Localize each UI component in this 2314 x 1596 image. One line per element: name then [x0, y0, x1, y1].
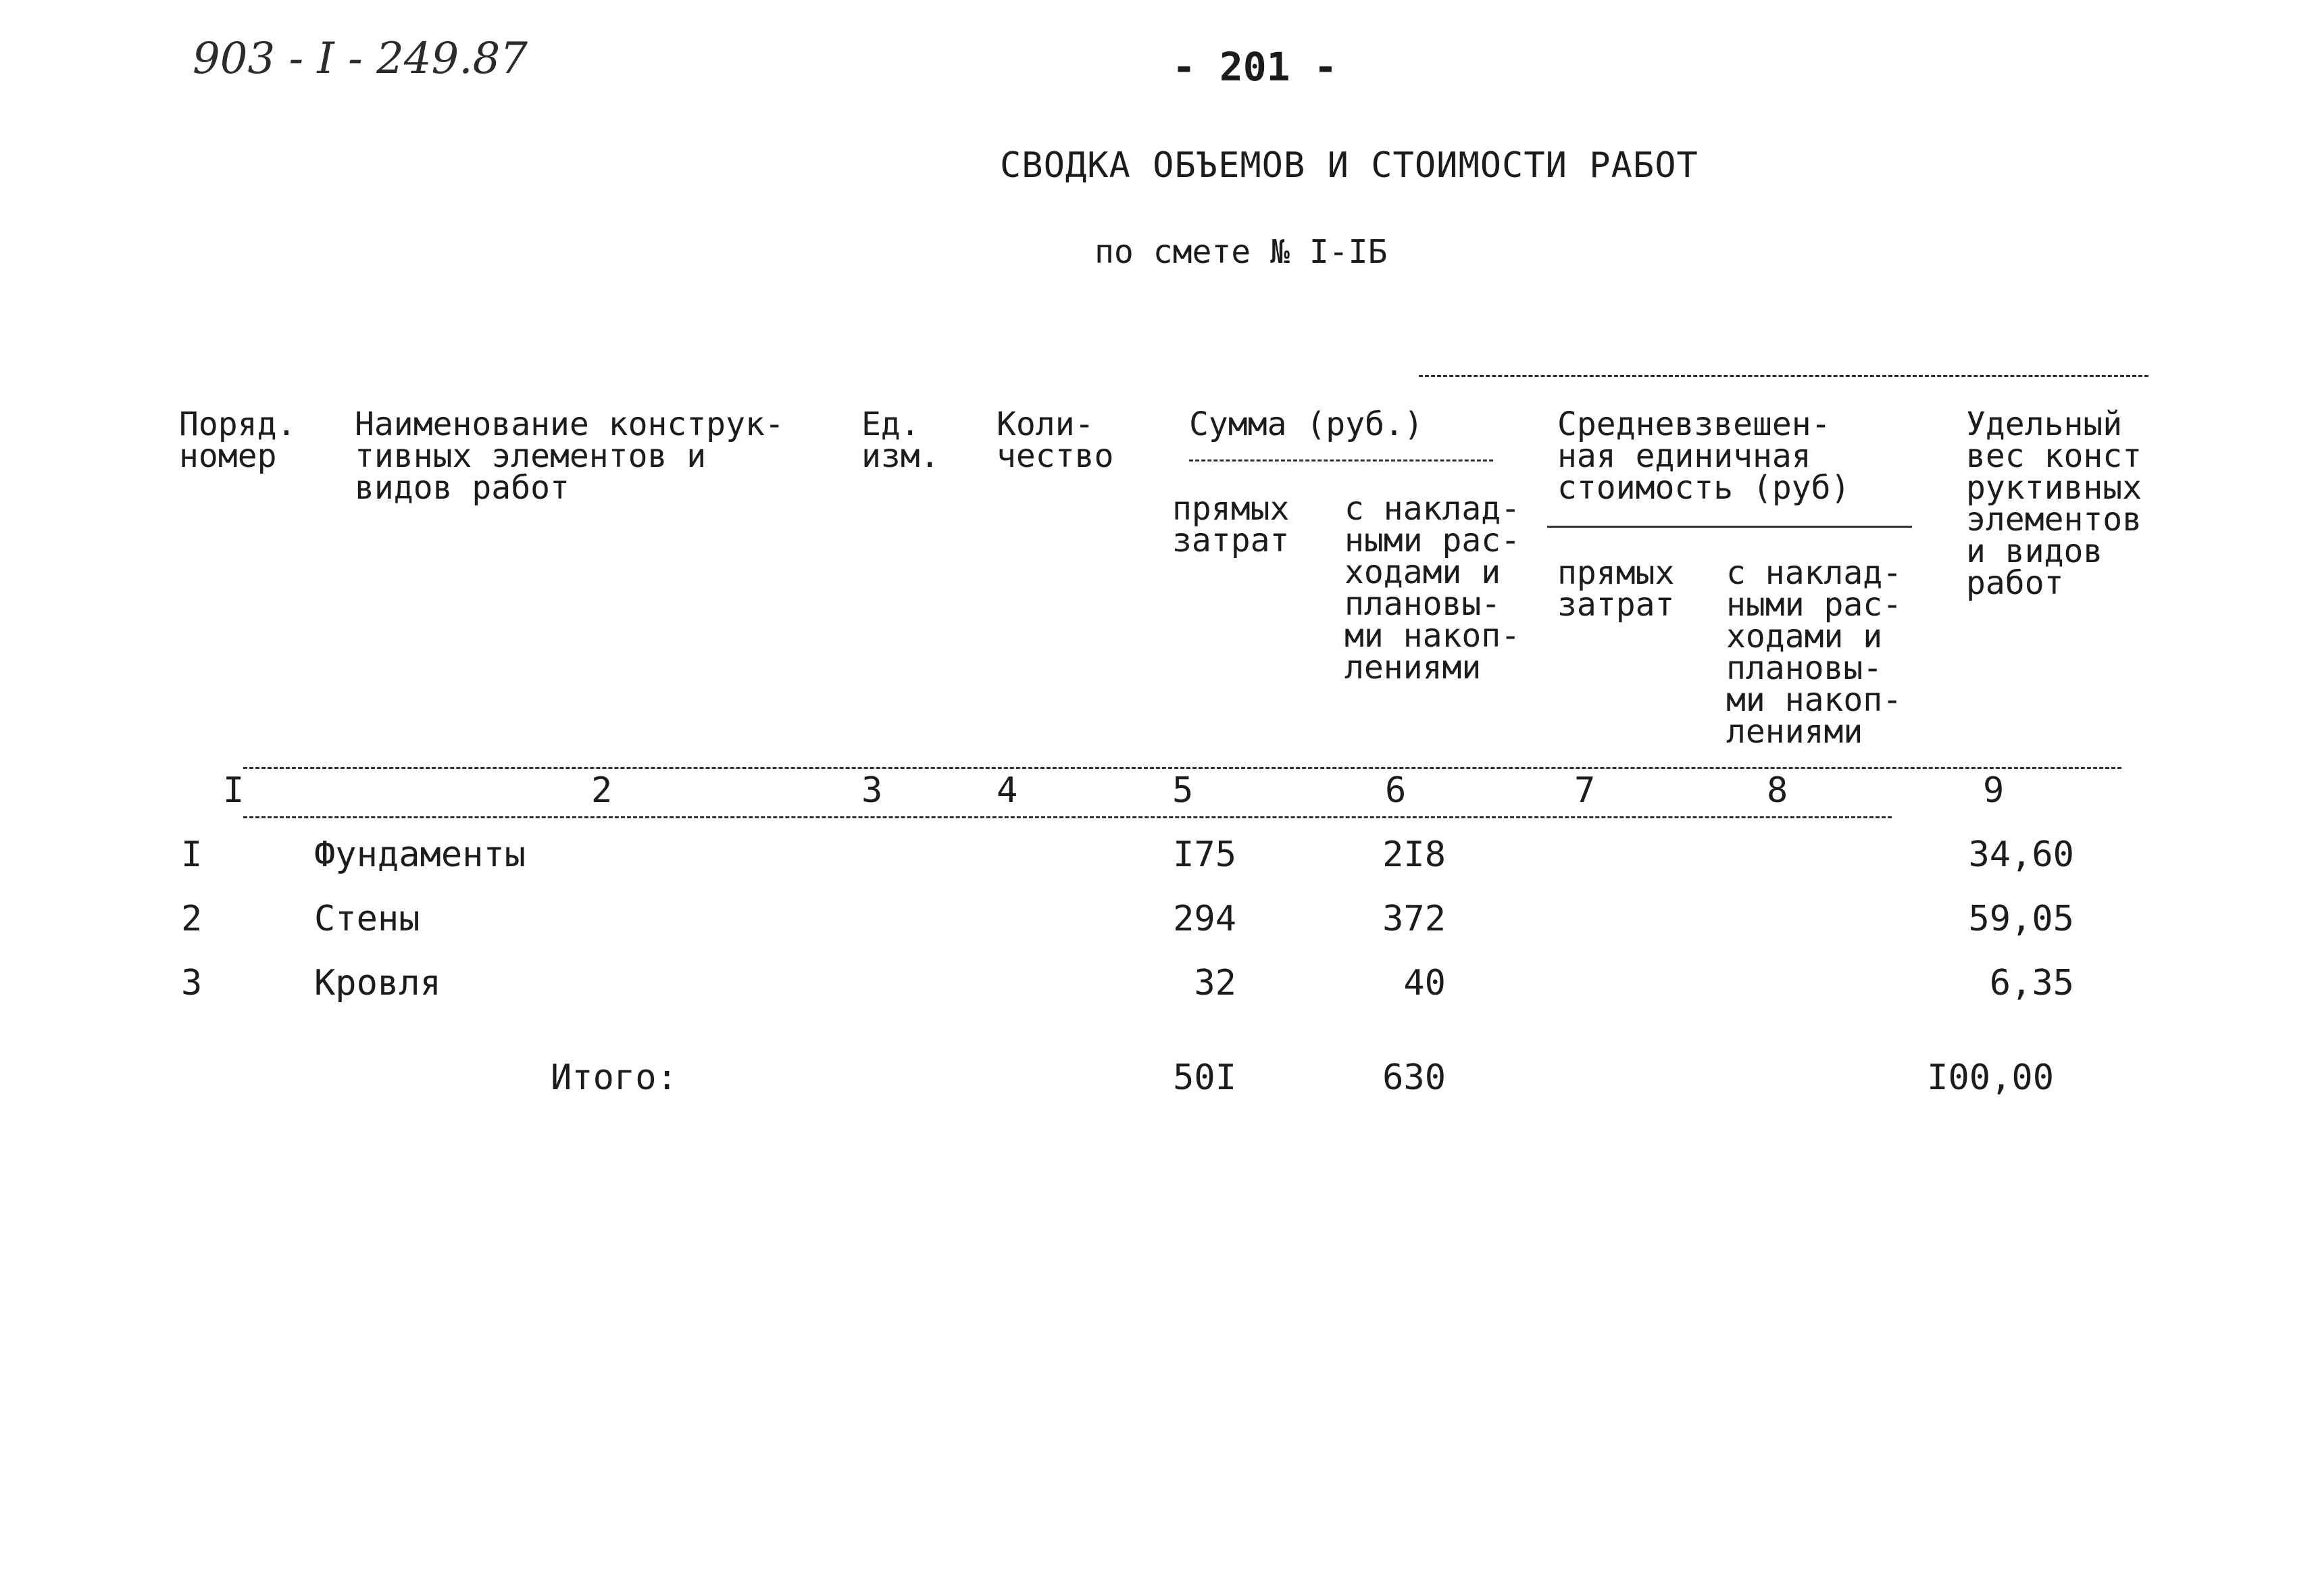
row-name: Фундаменты [314, 834, 526, 875]
header-sum-direct: прямых затрат [1172, 490, 1290, 559]
header-sum-overhead: с наклад- ными рас- ходами и плановы- ми накоп- лениями [1344, 490, 1521, 687]
row-overhead-cost: 40 [1403, 963, 1446, 1003]
document-title: СВОДКА ОБЪЕМОВ И СТОИМОСТИ РАБОТ [1000, 145, 1699, 186]
colnum-7: 7 [1574, 770, 1596, 811]
header-top-rule [1419, 375, 2148, 377]
row-name: Стены [314, 899, 420, 939]
colnum-bottom-rule [243, 816, 1892, 818]
header-avg-direct: прямых затрат [1557, 554, 1675, 624]
colnum-6: 6 [1385, 770, 1407, 811]
row-direct-cost: 32 [1194, 963, 1236, 1003]
row-share: 34,60 [1968, 834, 2074, 875]
row-number: I [181, 834, 203, 875]
document-code: 903 - I - 249.87 [193, 34, 528, 84]
header-element-name: Наименование конструк- тивных элементов и видов работ [355, 405, 784, 507]
header-sum-group: Сумма (руб.) [1189, 405, 1424, 443]
row-direct-cost: 294 [1173, 899, 1236, 939]
row-share: 59,05 [1968, 899, 2074, 939]
colnum-3: 3 [861, 770, 883, 811]
avg-group-rule [1547, 526, 1912, 528]
row-name: Кровля [314, 963, 441, 1003]
page-number: - 201 - [1172, 44, 1338, 90]
row-number: 2 [181, 899, 203, 939]
total-overhead-cost: 630 [1382, 1057, 1446, 1098]
header-unit: Ед. изм. [861, 405, 940, 475]
header-quantity: Коли- чество [997, 405, 1114, 475]
row-overhead-cost: 372 [1382, 899, 1446, 939]
colnum-8: 8 [1767, 770, 1788, 811]
row-number: 3 [181, 963, 203, 1003]
row-overhead-cost: 2I8 [1382, 834, 1446, 875]
row-share: 6,35 [1989, 963, 2074, 1003]
row-direct-cost: I75 [1173, 834, 1236, 875]
total-share: I00,00 [1927, 1057, 2054, 1098]
header-share: Удельный вес конст руктивных элементов и видов работ [1966, 405, 2142, 602]
header-order-number: Поряд. номер [179, 405, 297, 475]
colnum-1: I [223, 770, 245, 811]
header-avg-group: Средневзвешен- ная единичная стоимость (руб) [1557, 405, 1851, 507]
sum-group-rule [1189, 459, 1493, 462]
colnum-9: 9 [1983, 770, 2005, 811]
colnum-5: 5 [1172, 770, 1194, 811]
colnum-4: 4 [997, 770, 1018, 811]
total-direct-cost: 50I [1173, 1057, 1236, 1098]
total-label: Итого: [551, 1057, 678, 1098]
colnum-2: 2 [591, 770, 613, 811]
colnum-top-rule [243, 767, 2121, 769]
document-subtitle: по смете № I-IБ [1095, 233, 1388, 271]
header-avg-overhead: с наклад- ными рас- ходами и плановы- ми накоп- лениями [1726, 554, 1903, 751]
